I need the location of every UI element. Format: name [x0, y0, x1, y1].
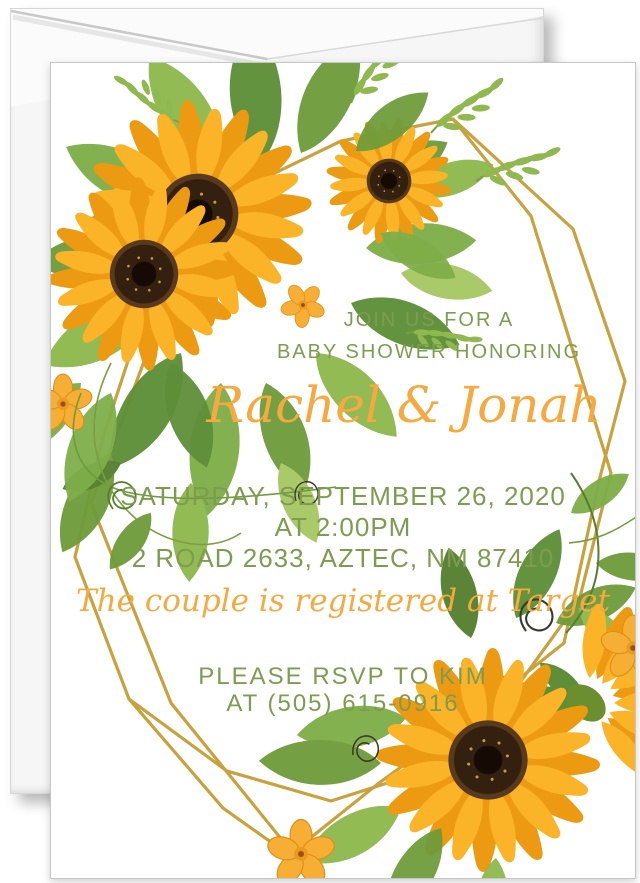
rsvp-line-2: AT (505) 615-0916 [226, 690, 460, 717]
small-yellow-flower [265, 820, 337, 879]
intro-text [229, 304, 629, 368]
event-time: AT 2:00PM [274, 512, 412, 542]
event-details [51, 481, 635, 574]
intro-line-2: BABY SHOWER HONORING [276, 341, 582, 363]
intro-line-1: JOIN US FOR A [343, 309, 515, 331]
floral-decoration [51, 63, 635, 878]
rsvp-block [51, 663, 635, 717]
registry-note: The couple is registered at Target [76, 583, 610, 619]
rsvp-line-1: PLEASE RSVP TO KIM [198, 663, 488, 690]
event-address: 2 ROAD 2633, AZTEC, NM 87410 [131, 543, 555, 573]
event-date: SATURDAY, SEPTEMBER 26, 2020 [120, 481, 566, 511]
invitation-card [50, 62, 636, 879]
parent-names: Rachel & Jonah [206, 376, 602, 434]
